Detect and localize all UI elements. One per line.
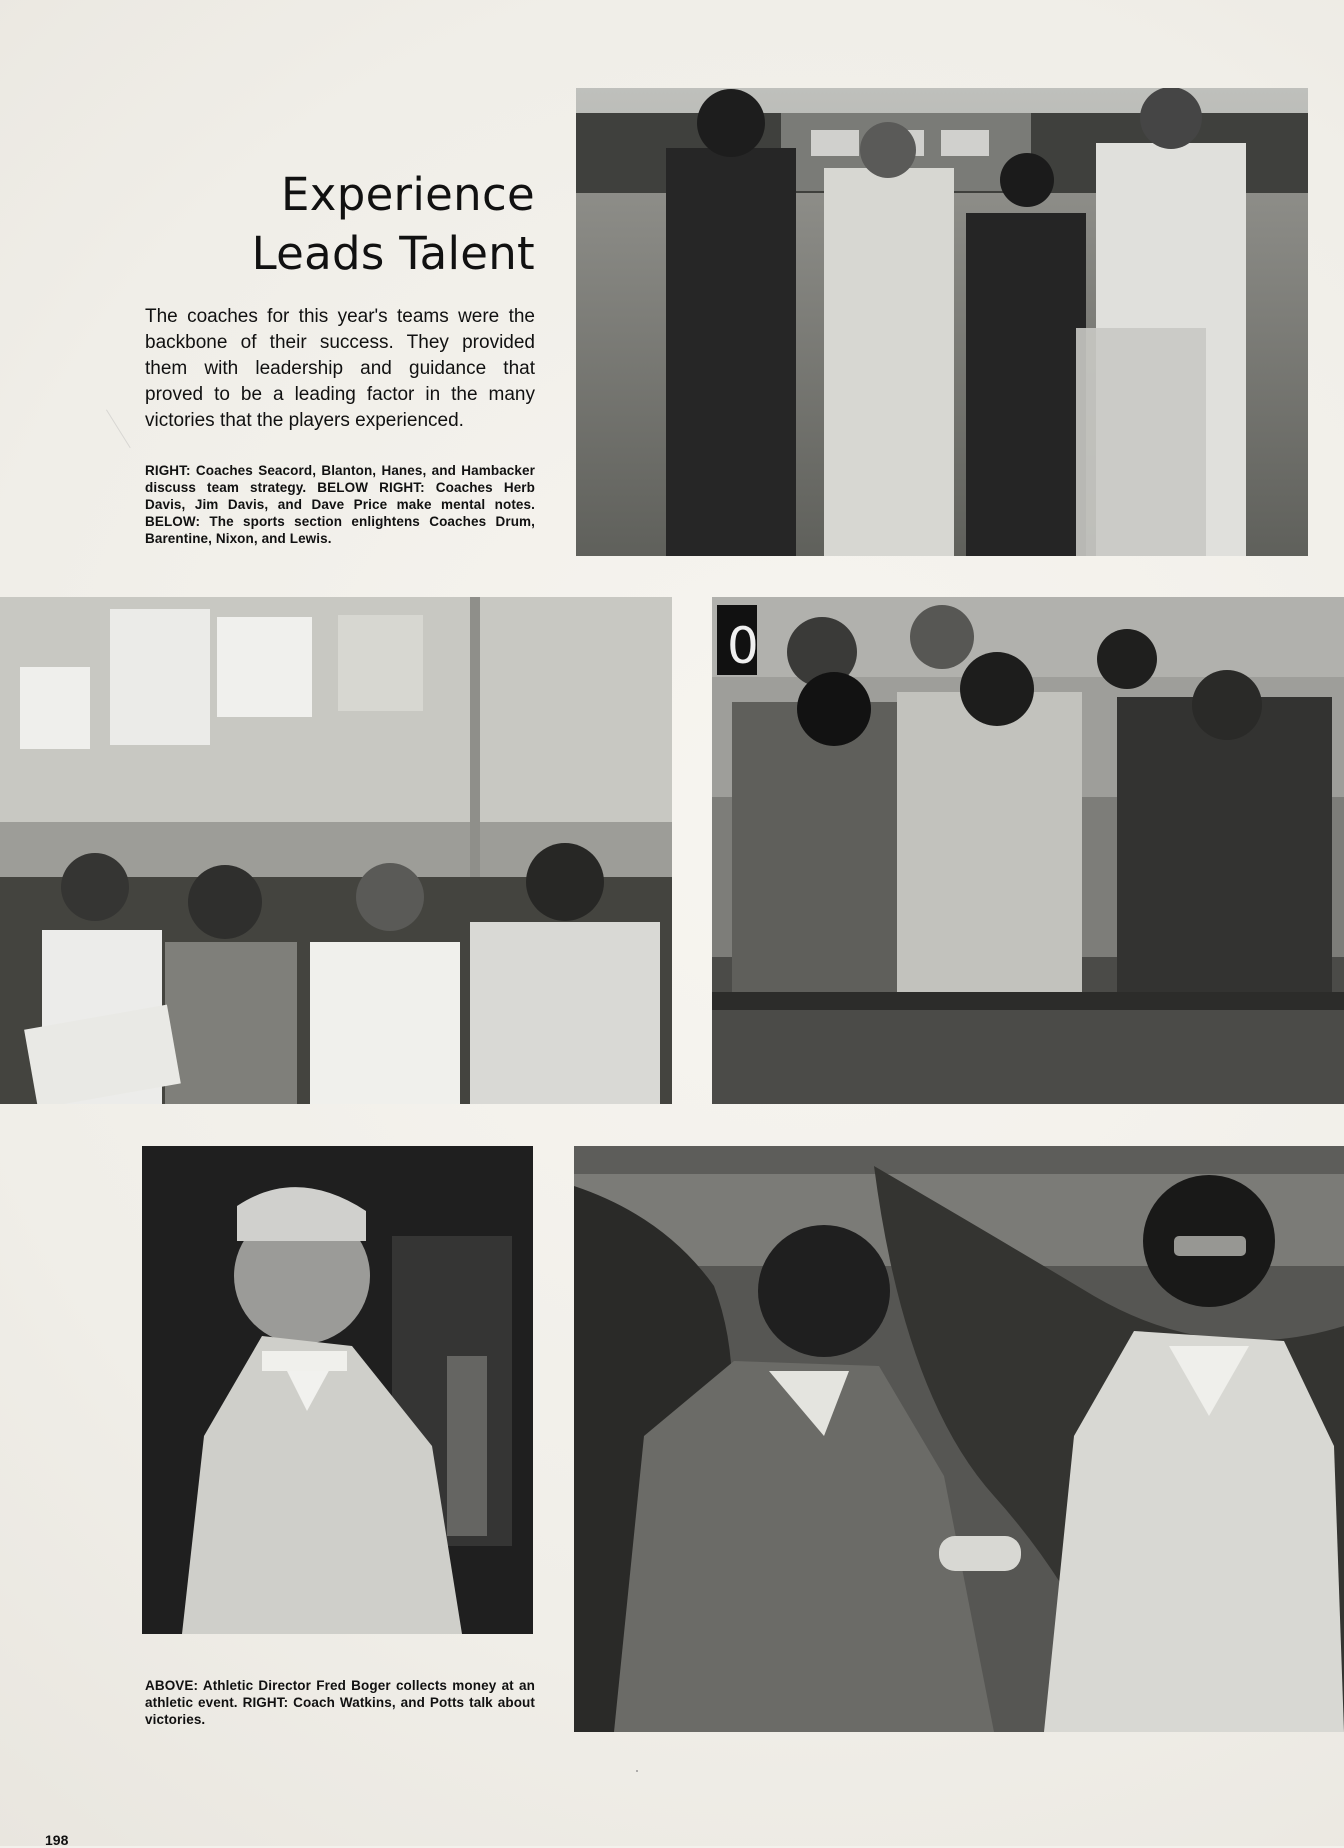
coaches-talking-image [574, 1146, 1344, 1732]
intro-paragraph: The coaches for this year's teams were the backbone of their success. They provided them with leadership and guidance that proved to be a leading factor in the many victories that the players experienced. [145, 306, 535, 431]
coaches-talking-outdoors-photo [574, 1146, 1344, 1732]
coaches-newspaper-image [0, 597, 672, 1104]
page-title [210, 165, 535, 283]
athletic-director-image [142, 1146, 533, 1634]
coaches-in-stands-photo [712, 597, 1344, 1104]
svg-text:0: 0 [727, 617, 759, 675]
coaches-stands-image [712, 597, 1344, 1104]
title-line-1: Experience [281, 168, 535, 221]
bottom-photo-caption: ABOVE: Athletic Director Fred Boger collects money at an athletic event. RIGHT: Coach Watkins, and Potts talk about victories. [145, 1678, 535, 1727]
athletic-director-photo [142, 1146, 533, 1634]
coaches-reading-newspaper-photo [0, 597, 672, 1104]
coaches-outdoors-image [576, 88, 1308, 556]
title-line-2: Leads Talent [251, 227, 535, 280]
top-photo-caption: RIGHT: Coaches Seacord, Blanton, Hanes, and Hambacker discuss team strategy. BELOW RIGHT: Coaches Herb Davis, Jim Davis, and Dave Price make mental notes. BELOW: The sports section enlightens Coaches Drum, Barentine, Nixon, and Lewis. [145, 463, 535, 546]
paper-speck [636, 1770, 638, 1772]
coaches-outdoors-photo [576, 88, 1308, 556]
page-number: 198 [45, 1832, 69, 1848]
